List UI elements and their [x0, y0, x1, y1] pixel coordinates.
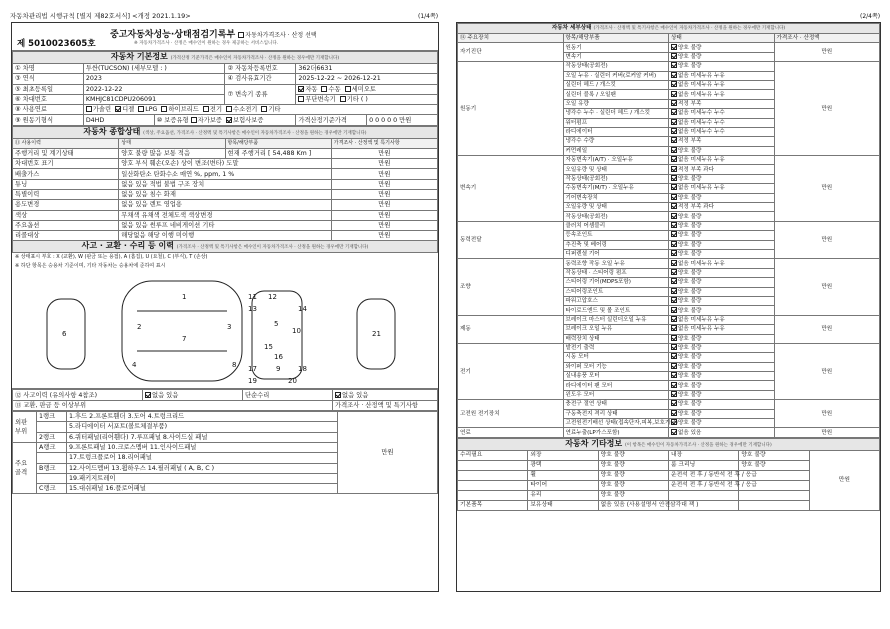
extra-cell — [458, 470, 528, 480]
extra-cell — [458, 460, 528, 470]
detail-item: 라디에이터 — [563, 127, 669, 136]
detail-state: 양호 불량 — [669, 287, 775, 296]
checkbox[interactable] — [671, 128, 677, 134]
checkbox[interactable] — [671, 410, 677, 416]
detail-group: 원동기 — [458, 62, 564, 156]
checkbox[interactable] — [671, 316, 677, 322]
detail-state: 없음 미세누유 누유 — [669, 325, 775, 334]
checkbox[interactable] — [671, 297, 677, 303]
detail-item: 시동 모터 — [563, 353, 669, 362]
detail-item: 스티어링조인트 — [563, 287, 669, 296]
detail-item: 브레이크 오일 누유 — [563, 325, 669, 334]
detail-state: 양호 불량 — [669, 221, 775, 230]
detail-item: 동력조향 작동 오일 누유 — [563, 259, 669, 268]
detail-item: 클러치 어셈블리 — [563, 221, 669, 230]
detail-item: 작동상태(공회전) — [563, 174, 669, 183]
detail-state: 없음 미세누유 누유 — [669, 90, 775, 99]
detail-state: 양호 불량 — [669, 353, 775, 362]
checkbox[interactable] — [671, 307, 677, 313]
detail-item: 배력장치 상태 — [563, 334, 669, 343]
detail-row — [458, 156, 880, 165]
detail-header: 자동차 세부상태 (가격조사 · 산정액 및 특기사항은 매수인이 자동차가격조사 · 산정을 원하는 경우에만 기재합니다) — [458, 24, 880, 34]
extra-cell: 보유상태 — [528, 500, 598, 510]
extra-header: 자동차 기타정보 (이 항목은 매수인이 자동차가격조사 · 산정을 원하는 경우에만 기재합니다) — [458, 438, 880, 450]
extra-cell: 운전석 전 후 / 동반석 전 후 / 응급 — [668, 480, 738, 490]
checkbox[interactable] — [671, 109, 677, 115]
diagram-num-21: 21 — [372, 330, 381, 339]
checkbox[interactable] — [671, 419, 677, 425]
document-number: 제 5010023605호 — [17, 39, 96, 49]
extra-cell: 휠 — [528, 470, 598, 480]
page-1 — [11, 22, 439, 592]
detail-group: 조향 — [458, 259, 564, 315]
detail-item: 워터펌프 — [563, 118, 669, 127]
accident-header: 사고 · 교환 · 수리 등 이력 (가격조사 · 산정액 및 특기사항은 매수인이 자동차가격조사 · 산정을 원하는 경우에만 기재합니다) — [13, 241, 438, 253]
checkbox[interactable] — [671, 62, 677, 68]
detail-item: 기어변속장치 — [563, 193, 669, 202]
detail-item: 원동기 — [563, 43, 669, 52]
accident-table: ⑫ 사고이력 (유의사항 4참조) 없음 있음 단순수리 없음 있음 ⑬ 교환, 판금 등 이상부위 가격조사 · 산정액 및 특기사항 — [12, 389, 438, 411]
car-outline-icon — [12, 271, 438, 389]
checkbox[interactable] — [671, 194, 677, 200]
diagram-num-16: 16 — [274, 353, 283, 362]
extra-cell: 양호 불량 — [739, 460, 809, 470]
detail-item: 커먼레일 — [563, 146, 669, 155]
diagram-num-17: 17 — [248, 365, 257, 374]
legend-1: ※ 상태표시 부호 : X (교환), W (판금 또는 용접), A (흠집), U (요철), C (부식), T (손상) — [15, 254, 208, 261]
detail-row — [458, 259, 880, 268]
detail-group: 자기진단 — [458, 43, 564, 62]
detail-group: 동력전달 — [458, 221, 564, 259]
extra-cell: 양호 불량 — [598, 490, 668, 500]
checkbox[interactable] — [671, 100, 677, 106]
checkbox[interactable] — [671, 344, 677, 350]
detail-state: 양호 불량 — [669, 249, 775, 258]
diagram-num-15: 15 — [264, 343, 273, 352]
detail-item: 작동상태 · 스티어링 펌프 — [563, 268, 669, 277]
detail-row — [458, 221, 880, 230]
basic-info-header: 자동차 기본정보 (가격산정 기준가격은 매수인이 자동차가격조사 · 산정을 원하는 경우에만 기재합니다) — [13, 52, 438, 64]
title-note: ※ 자동차가격조사 · 산정은 매수인이 원하는 경우 제공하는 서비스입니다. — [134, 41, 279, 46]
diagram-num-1: 1 — [182, 293, 187, 302]
document-title: 중고자동차성능·상태점검기록부 자동차가격조사 · 산정 선택 — [110, 30, 317, 40]
detail-state: 양호 불량 — [669, 146, 775, 155]
checkbox[interactable] — [671, 166, 677, 172]
extra-cell: 양호 불량 — [598, 470, 668, 480]
checkbox[interactable] — [671, 382, 677, 388]
checkbox[interactable] — [671, 400, 677, 406]
detail-state: 양호 불량 — [669, 372, 775, 381]
detail-item: 작동상태(공회전) — [563, 62, 669, 71]
detail-item: 오일유량 및 상태 — [563, 203, 669, 212]
checkbox[interactable] — [671, 72, 677, 78]
extra-cell: 유리 — [528, 490, 598, 500]
detail-price: 만원 — [774, 259, 880, 315]
basic-info-table: 자동차 기본정보 (가격산정 기준가격은 매수인이 자동차가격조사 · 산정을 원하는 경우에만 기재합니다) ① 차명 투싼(TUCSON) (세부모델 : ) ② 자동차등록번호 362더6631 ③ 연식 2023 ④ 검사유효기간 2025-12-22 ~ 2026-12-21 ⑤ 최초등록일 2022-12-22 ⑦ 변속기 종류 자동 수동 세미오토 ⑥ 차대번호 KMHJC81CDPU206091 무단변속기 기타 ( ) ⑧ 사용연료 가솔린 디젤 LPG 하이브리드 전기 수소전기 기타 ⑨ 원동기형식 D4HD ⑩ 보증유형 자가보증 보험사보증 가격산정기준가격 0 0 0 0 0 만원 — [12, 51, 438, 126]
form-reference: 자동차관리법 시행규칙 [별지 제82호서식] <개정 2021.1.19> — [10, 12, 191, 20]
detail-state: 없음 있음 — [669, 428, 775, 437]
detail-item: 냉각수 수량 — [563, 137, 669, 146]
checkbox[interactable] — [671, 203, 677, 209]
detail-item: 작동상태(공회전) — [563, 212, 669, 221]
detail-group: 제동 — [458, 315, 564, 343]
checkbox[interactable] — [671, 250, 677, 256]
detail-row — [458, 343, 880, 352]
detail-state: 양호 불량 — [669, 362, 775, 371]
detail-item: 브레이크 마스터 실린더오일 누유 — [563, 315, 669, 324]
detail-price: 만원 — [774, 343, 880, 399]
checkbox[interactable] — [671, 325, 677, 331]
summary-table: 자동차 종합상태 (색상, 주요옵션, 가격조사 · 산정액 및 특기사항은 매수인이 자동차가격조사 · 산정을 원하는 경우에만 기재합니다) ⑪ 사용이력 상태 항목/해당부품 가격조사 · 산정액 및 특기사항 주행거리 및 계기상태 양호 불량 많음 보통 적음 현재 주행거리 [ 54,488 Km ] 만원 차대번호 표기 양호 부식 훼손(오손) 상이 변조(변타) 도말 만원 배출가스 일산화탄소 탄화수소 매연 %, ppm, 1 % 만원 튜닝 없음 있음 적법 불법 구조 장치 만원 특별이력 없음 있음 침수 화재 만원 용도변경 없음 있음 렌트 영업용 만원 색상 무채색 유채색 전체도색 색상변경 만원 주요옵션 없음 있음 썬루프 네비게이션 기타 만원 리콜대상 해당없음 해당 이행 미이행 만원 사고 · 교환 · 수리 등 이력 (가격조사 · 산정액 및 특기사항은 매수인이 자동차가격조사 · 산정을 원하는 경우에만 기재합니다) — [12, 126, 438, 254]
diagram-num-20: 20 — [288, 377, 297, 386]
detail-state: 없음 미세누수 누수 — [669, 118, 775, 127]
detail-item: 연료누출(LP가스포함) — [563, 428, 669, 437]
detail-state: 양호 불량 — [669, 268, 775, 277]
extra-cell: 수리필요 — [458, 450, 528, 460]
detail-item: 등속조인트 — [563, 231, 669, 240]
extra-row — [458, 450, 880, 460]
extra-cell: 양호 불량 — [598, 480, 668, 490]
detail-price: 만원 — [774, 428, 880, 437]
diagram-num-6: 6 — [62, 330, 67, 339]
diagram-num-8: 8 — [232, 361, 237, 370]
checkbox[interactable] — [671, 335, 677, 341]
diagram-num-10: 10 — [292, 327, 301, 336]
detail-state: 양호 불량 — [669, 62, 775, 71]
detail-item: 추진축 및 베어링 — [563, 240, 669, 249]
diagram-num-9: 9 — [276, 365, 281, 374]
extra-cell: 운전석 전 후 / 동반석 전 후 / 응급 — [668, 470, 738, 480]
extra-cell: 양호 불량 — [598, 450, 668, 460]
checkbox[interactable] — [671, 241, 677, 247]
checkbox[interactable] — [671, 184, 677, 190]
detail-item: 냉각수 누수 · 실린더 헤드 / 개스킷 — [563, 109, 669, 118]
diagram-num-14: 14 — [298, 305, 307, 314]
detail-state: 양호 불량 — [669, 334, 775, 343]
extra-price: 만원 — [809, 450, 879, 510]
detail-price: 만원 — [774, 43, 880, 62]
detail-price: 만원 — [774, 62, 880, 156]
diagram-num-11: 11 — [248, 293, 257, 302]
diagram-num-3: 3 — [227, 323, 232, 332]
title-block — [12, 23, 438, 51]
checkbox[interactable] — [671, 53, 677, 59]
detail-state: 양호 불량 — [669, 174, 775, 183]
parts-table: 외판 부위 1랭크 1.후드 2.프론트휀더 3.도어 4.트렁크리드 만원 5.라디에이터 서포트(볼트체결부품) 2랭크 6.쿼터패널(리어휀다) 7.루프패널 8.사이드실 패널 주요 골격 A랭크 9.프론트패널 10.크로스멤버 11.인사이드패널 17.트렁크플로어 18.리어패널 B랭크 12.사이드멤버 13.휠하우스 14.필러패널 ( A, B, C ) 19.패키지트레이 C랭크 15.대쉬패널 16.플로어패널 — [12, 411, 438, 494]
checkbox[interactable] — [671, 231, 677, 237]
detail-row — [458, 43, 880, 52]
detail-price: 만원 — [774, 221, 880, 259]
page-number-1: (1/4쪽) — [418, 13, 439, 20]
detail-state: 없음 미세누유 누유 — [669, 71, 775, 80]
detail-state: 양호 불량 — [669, 212, 775, 221]
detail-row — [458, 400, 880, 409]
detail-price: 만원 — [774, 400, 880, 428]
extra-cell: 양호 불량 — [739, 450, 809, 460]
detail-state: 적정 부족 — [669, 137, 775, 146]
detail-group: 고전원 전기장치 — [458, 400, 564, 428]
detail-state: 양호 불량 — [669, 419, 775, 428]
checkbox[interactable] — [671, 278, 677, 284]
detail-item: 오일유량 및 상태 — [563, 165, 669, 174]
detail-state: 없음 미세누수 누수 — [669, 127, 775, 136]
checkbox[interactable] — [671, 363, 677, 369]
detail-item: 고전원전기배선 상태(접속단자,피복,보호기구) — [563, 419, 669, 428]
detail-state: 적정 부족 — [669, 99, 775, 108]
detail-state: 적정 부족 과다 — [669, 203, 775, 212]
detail-item: 라디에이터 팬 모터 — [563, 381, 669, 390]
diagram-num-13: 13 — [248, 305, 257, 314]
extra-cell — [458, 480, 528, 490]
detail-group: 전기 — [458, 343, 564, 399]
detail-item: 실내송풍 모터 — [563, 372, 669, 381]
diagram-num-12: 12 — [268, 293, 277, 302]
detail-state: 없음 미세누유 누유 — [669, 259, 775, 268]
detail-item: 윈도우 모터 — [563, 390, 669, 399]
checkbox[interactable] — [671, 429, 677, 435]
detail-item: 디퍼렌셜 기어 — [563, 249, 669, 258]
extra-cell: 양호 불량 — [598, 460, 668, 470]
detail-item: 실린더 블록 / 오일팬 — [563, 90, 669, 99]
detail-state: 양호 불량 — [669, 409, 775, 418]
detail-state: 양호 불량 — [669, 43, 775, 52]
extra-cell: 룸 크리닝 — [668, 460, 738, 470]
detail-state: 양호 불량 — [669, 240, 775, 249]
detail-state: 적정 부족 과다 — [669, 165, 775, 174]
checkbox[interactable] — [671, 391, 677, 397]
detail-state: 양호 불량 — [669, 306, 775, 315]
page-2 — [456, 22, 881, 592]
extra-cell — [739, 500, 809, 510]
checkbox[interactable] — [671, 147, 677, 153]
page-number-2: (2/4쪽) — [860, 13, 881, 20]
diagram-num-5: 5 — [274, 320, 279, 329]
extra-cell: 광택 — [528, 460, 598, 470]
checkbox[interactable] — [671, 137, 677, 143]
checkbox[interactable] — [671, 175, 677, 181]
detail-state: 없음 미세누유 누유 — [669, 80, 775, 89]
detail-state: 없음 미세누유 누유 — [669, 315, 775, 324]
detail-state: 양호 불량 — [669, 52, 775, 61]
detail-group: 변속기 — [458, 156, 564, 222]
detail-state: 양호 불량 — [669, 278, 775, 287]
extra-cell: 타이어 — [528, 480, 598, 490]
detail-state: 양호 불량 — [669, 381, 775, 390]
checkbox[interactable] — [671, 288, 677, 294]
detail-item: 수동변속기(M/T) · 오일누유 — [563, 184, 669, 193]
detail-item: 충전구 절연 상태 — [563, 400, 669, 409]
detail-price: 만원 — [774, 315, 880, 343]
detail-item: 자동변속기(A/T) · 오일누유 — [563, 156, 669, 165]
car-diagram — [12, 271, 438, 389]
detail-state: 양호 불량 — [669, 231, 775, 240]
checkbox[interactable] — [671, 156, 677, 162]
detail-row — [458, 315, 880, 324]
checkbox[interactable] — [671, 269, 677, 275]
detail-table: 자동차 세부상태 (가격조사 · 산정액 및 특기사항은 매수인이 자동차가격조사 · 산정을 원하는 경우에만 기재합니다) ⑭ 주요장치 항목/해당부품 상태 가격조사 · 산정액 자기진단 원동기 양호 불량 만원 변속기 양호 불량 원동기 작동상태(공회전) 양호 불량 만원 오일 누유 · 실린더 커버(로커암 커버) 없음 미세누유 누유 실린더 헤드 / 개스킷 없음 미세누유 누유 실린더 블록 / 오일팬 없음 미세누유 누유 오일 유량 적정 부족 냉각수 누수 · 실린더 헤드 / 개스킷 없음 미세누수 누수 워터펌프 없음 미세누수 누수 라디에이터 없음 미세누수 누수 냉각수 수량 적정 부족 커먼레일 양호 불량 변속기 자동변속기(A/T) · 오일누유 없음 미세누유 누유 만원 오일유량 및 상태 적정 부족 과다 작동상태(공회전) 양호 불량 수동변속기(M/T) · 오일누유 없음 미세누유 누유 기어변속장치 양호 불량 오일유량 및 상태 적정 부족 과다 작동상태(공회전) 양호 불량 동력전달 클러치 어셈블리 양호 불량 만원 등속조인트 양호 불량 추진축 및 베어링 양호 불량 디퍼렌셜 기어 양호 불량 조향 동력조향 작동 오일 누유 없음 미세누유 누유 만원 작동상태 · 스티어링 펌프 양호 불량 스티어링 기어(MDPS포함) 양호 불량 스티어링조인트 양호 불량 파워고압호스 양호 불량 타이로드엔드 및 볼 조인트 양호 불량 제동 브레이크 마스터 실린더오일 누유 없음 미세누유 누유 만원 브레이크 오일 누유 없음 미세누유 누유 배력장치 상태 양호 불량 전기 발전기 출력 양호 불량 만원 시동 모터 양호 불량 와이퍼 모터 기능 양호 불량 실내송풍 모터 양호 불량 라디에이터 팬 모터 양호 불량 윈도우 모터 양호 불량 고전원 전기장치 충전구 절연 상태 양호 불량 만원 구동축전지 격리 상태 양호 불량 고전원전기배선 상태(접속단자,피복,보호기구) 양호 불량 연료 연료누출(LP가스포함) 없음 있음 만원 — [457, 23, 880, 438]
extra-cell — [668, 490, 738, 500]
diagram-num-2: 2 — [137, 323, 142, 332]
detail-item: 타이로드엔드 및 볼 조인트 — [563, 306, 669, 315]
detail-row — [458, 428, 880, 437]
diagram-num-19: 19 — [248, 377, 257, 386]
detail-state: 양호 불량 — [669, 193, 775, 202]
checkbox[interactable] — [671, 372, 677, 378]
detail-item: 변속기 — [563, 52, 669, 61]
diagram-num-18: 18 — [298, 365, 307, 374]
detail-state: 없음 미세누유 누유 — [669, 156, 775, 165]
extra-cell — [458, 490, 528, 500]
detail-item: 오일 유량 — [563, 99, 669, 108]
checkbox[interactable] — [671, 81, 677, 87]
legend-2: ※ 하단 항목은 승용차 기준이며, 기타 자동차는 승용차에 준하여 표시 — [15, 263, 166, 270]
checkbox[interactable] — [671, 91, 677, 97]
detail-price: 만원 — [774, 156, 880, 222]
detail-state: 양호 불량 — [669, 400, 775, 409]
detail-group: 연료 — [458, 428, 564, 437]
detail-item: 오일 누유 · 실린더 커버(로커암 커버) — [563, 71, 669, 80]
extra-cell: 내장 — [668, 450, 738, 460]
detail-item: 실린더 헤드 / 개스킷 — [563, 80, 669, 89]
checkbox[interactable] — [671, 353, 677, 359]
extra-cell: 외장 — [528, 450, 598, 460]
extra-cell — [739, 490, 809, 500]
extra-cell: 없음 있음 (사용설명서 안전삼각대 잭 ) — [598, 500, 668, 510]
detail-state: 양호 불량 — [669, 296, 775, 305]
checkbox[interactable] — [671, 213, 677, 219]
detail-item: 구동축전지 격리 상태 — [563, 409, 669, 418]
diagram-num-7: 7 — [182, 335, 187, 344]
checkbox[interactable] — [671, 119, 677, 125]
checkbox[interactable] — [671, 222, 677, 228]
summary-header: 자동차 종합상태 (색상, 주요옵션, 가격조사 · 산정액 및 특기사항은 매수인이 자동차가격조사 · 산정을 원하는 경우에만 기재합니다) — [13, 126, 438, 138]
detail-state: 양호 불량 — [669, 343, 775, 352]
detail-item: 와이퍼 모터 기능 — [563, 362, 669, 371]
diagram-num-4: 4 — [132, 361, 137, 370]
detail-state: 없음 미세누유 누유 — [669, 184, 775, 193]
extra-cell: 기본품목 — [458, 500, 528, 510]
detail-item: 파워고압호스 — [563, 296, 669, 305]
extra-table — [457, 438, 880, 511]
checkbox[interactable] — [671, 44, 677, 50]
checkbox[interactable] — [671, 260, 677, 266]
detail-state: 양호 불량 — [669, 390, 775, 399]
detail-row — [458, 62, 880, 71]
detail-item: 스티어링 기어(MDPS포함) — [563, 278, 669, 287]
detail-item: 발전기 출력 — [563, 343, 669, 352]
detail-state: 없음 미세누수 누수 — [669, 109, 775, 118]
